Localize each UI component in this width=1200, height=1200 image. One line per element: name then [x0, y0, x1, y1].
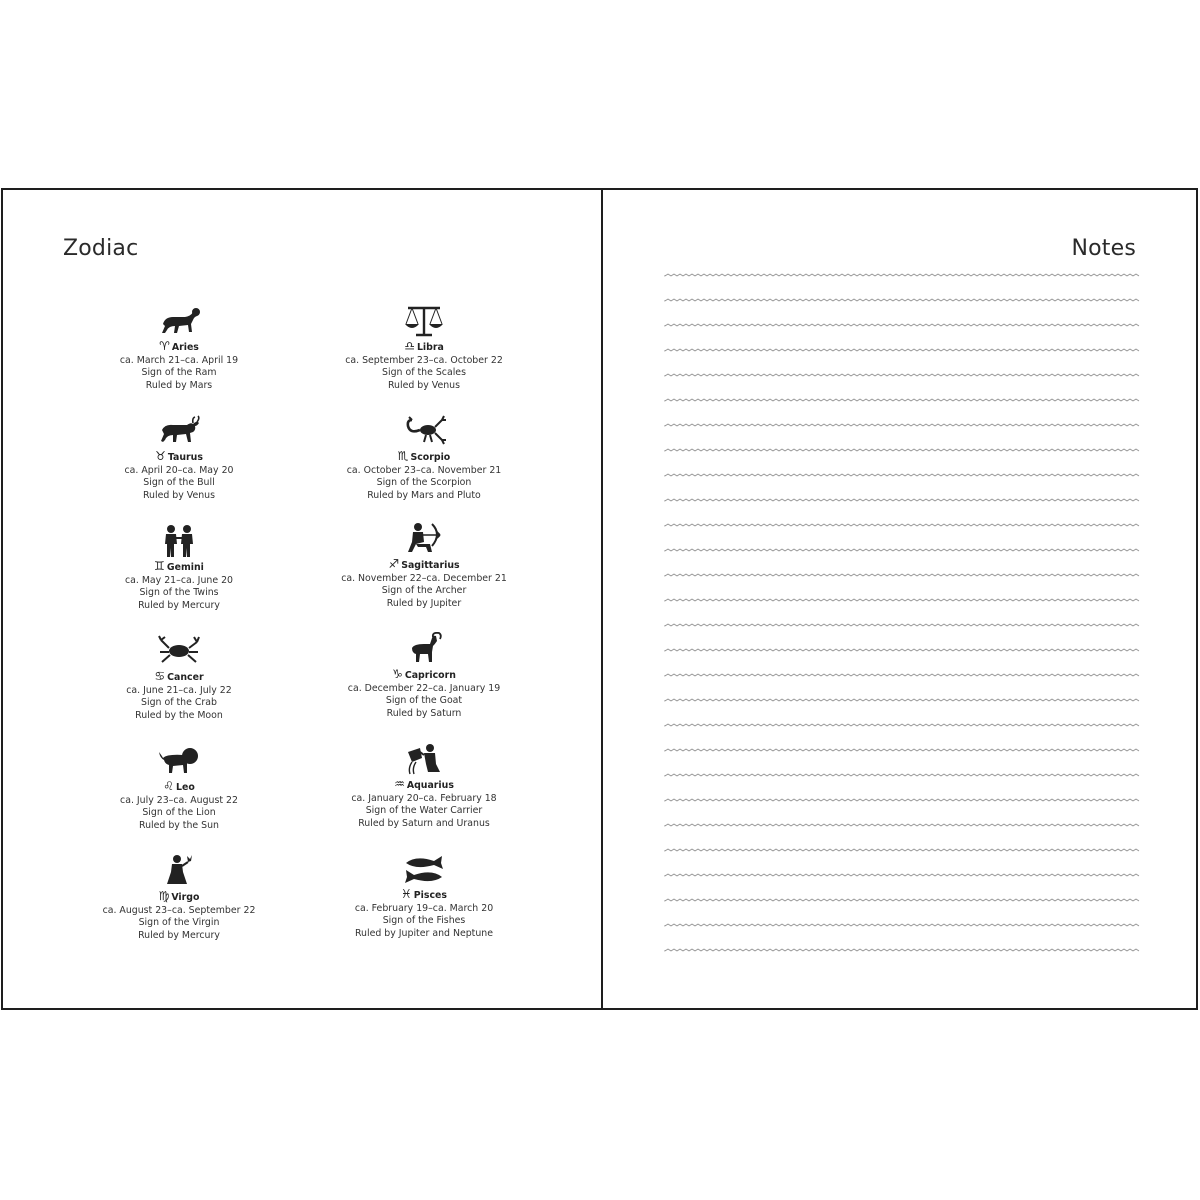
sign-name: Capricorn — [404, 670, 456, 681]
ruled-by: Ruled by Saturn — [386, 707, 462, 719]
sign-dates: ca. January 20–ca. February 18 — [351, 792, 497, 804]
goat-icon — [402, 632, 446, 666]
sign-name: Gemini — [166, 562, 204, 573]
sign-name: Sagittarius — [401, 560, 460, 571]
zodiac-entry-libra — [304, 304, 544, 392]
notes-page-title: Notes — [1071, 236, 1136, 261]
sign-of: Sign of the Crab — [141, 697, 217, 709]
sign-of: Sign of the Scales — [382, 367, 466, 379]
sign-dates: ca. October 23–ca. November 21 — [346, 464, 502, 476]
sign-of: Sign of the Scorpion — [376, 477, 472, 489]
archer-icon — [402, 522, 446, 556]
cancer-glyph-icon: ♋ — [154, 669, 166, 683]
zodiac-page-title: Zodiac — [63, 236, 139, 261]
sign-dates: ca. May 21–ca. June 20 — [124, 574, 234, 586]
zodiac-entry-capricorn — [304, 632, 544, 720]
gemini-glyph-icon: ♊ — [154, 559, 165, 573]
sagittarius-glyph-icon: ♐ — [388, 557, 400, 571]
sign-name: Aries — [171, 342, 199, 353]
sign-name: Leo — [175, 782, 195, 793]
ruled-by: Ruled by the Sun — [138, 819, 220, 831]
ruled-by: Ruled by Venus — [387, 379, 461, 391]
sign-of: Sign of the Water Carrier — [365, 805, 483, 817]
note-line[interactable] — [665, 849, 1139, 851]
note-line[interactable] — [665, 299, 1139, 301]
sign-name: Virgo — [171, 892, 200, 903]
ruled-by: Ruled by Venus — [142, 489, 216, 501]
sign-of: Sign of the Ram — [141, 367, 217, 379]
ruled-by: Ruled by Mars — [145, 379, 213, 391]
sign-of: Sign of the Lion — [142, 807, 216, 819]
capricorn-glyph-icon: ♑ — [392, 667, 403, 681]
sign-of: Sign of the Twins — [139, 587, 219, 599]
zodiac-entry-cancer — [59, 634, 299, 722]
virgo-glyph-icon: ♍ — [158, 889, 170, 903]
note-line[interactable] — [665, 699, 1139, 701]
water-carrier-icon — [402, 742, 446, 776]
zodiac-entry-aries — [59, 304, 299, 392]
virgin-icon — [157, 854, 201, 888]
note-line[interactable] — [665, 824, 1139, 826]
note-line[interactable] — [665, 899, 1139, 901]
scorpion-icon — [402, 414, 446, 448]
sign-dates: ca. June 21–ca. July 22 — [126, 684, 232, 696]
sign-of: Sign of the Goat — [385, 695, 463, 707]
fishes-icon — [402, 852, 446, 886]
scales-icon — [402, 304, 446, 338]
sign-dates: ca. February 19–ca. March 20 — [354, 902, 494, 914]
pisces-glyph-icon: ♓ — [401, 887, 412, 901]
ruled-by: Ruled by the Moon — [135, 709, 223, 721]
notes-ruled-lines[interactable] — [663, 271, 1143, 961]
sign-name: Taurus — [167, 452, 203, 463]
leo-glyph-icon: ♌ — [163, 779, 174, 793]
zodiac-entry-scorpio — [304, 414, 544, 502]
ruled-by: Ruled by Jupiter and Neptune — [354, 927, 494, 939]
libra-glyph-icon: ♎ — [404, 339, 415, 353]
note-line[interactable] — [665, 799, 1139, 801]
note-line[interactable] — [665, 349, 1139, 351]
aquarius-glyph-icon: ♒ — [394, 777, 405, 791]
sign-of: Sign of the Fishes — [382, 915, 466, 927]
note-line[interactable] — [665, 524, 1139, 526]
zodiac-entry-aquarius — [304, 742, 544, 830]
ruled-by: Ruled by Mercury — [138, 929, 220, 941]
note-line[interactable] — [665, 749, 1139, 751]
twins-icon — [157, 524, 201, 558]
sign-name: Scorpio — [410, 452, 451, 463]
ruled-by: Ruled by Mercury — [138, 599, 220, 611]
note-line[interactable] — [665, 949, 1139, 951]
note-line[interactable] — [665, 774, 1139, 776]
note-line[interactable] — [665, 574, 1139, 576]
sign-dates: ca. July 23–ca. August 22 — [120, 794, 238, 806]
zodiac-entry-pisces — [304, 852, 544, 940]
zodiac-entry-taurus — [59, 414, 299, 502]
crab-icon — [157, 634, 201, 668]
sign-dates: ca. September 23–ca. October 22 — [345, 354, 503, 366]
note-line[interactable] — [665, 474, 1139, 476]
sign-dates: ca. November 22–ca. December 21 — [341, 572, 507, 584]
sign-dates: ca. March 21–ca. April 19 — [119, 354, 239, 366]
note-line[interactable] — [665, 274, 1139, 276]
note-line[interactable] — [665, 874, 1139, 876]
note-line[interactable] — [665, 649, 1139, 651]
zodiac-entry-sagittarius — [304, 522, 544, 610]
note-line[interactable] — [665, 599, 1139, 601]
ruled-by: Ruled by Mars and Pluto — [367, 489, 481, 501]
note-line[interactable] — [665, 549, 1139, 551]
note-line[interactable] — [665, 399, 1139, 401]
note-line[interactable] — [665, 674, 1139, 676]
note-line[interactable] — [665, 499, 1139, 501]
zodiac-entry-virgo — [59, 854, 299, 942]
ram-icon — [157, 304, 201, 338]
zodiac-entry-leo — [59, 744, 299, 832]
sign-name: Pisces — [413, 890, 447, 901]
sign-dates: ca. December 22–ca. January 19 — [347, 682, 501, 694]
sign-of: Sign of the Bull — [143, 477, 215, 489]
sign-dates: ca. August 23–ca. September 22 — [102, 904, 256, 916]
ruled-by: Ruled by Jupiter — [386, 597, 462, 609]
note-line[interactable] — [665, 449, 1139, 451]
zodiac-entry-gemini — [59, 524, 299, 612]
note-line[interactable] — [665, 924, 1139, 926]
note-line[interactable] — [665, 374, 1139, 376]
scorpio-glyph-icon: ♏ — [397, 449, 409, 463]
note-line[interactable] — [665, 724, 1139, 726]
sign-name: Aquarius — [406, 780, 454, 791]
sign-of: Sign of the Archer — [381, 585, 467, 597]
taurus-glyph-icon: ♉ — [155, 449, 166, 463]
ruled-by: Ruled by Saturn and Uranus — [358, 817, 490, 829]
page-spine — [601, 190, 603, 1008]
sign-of: Sign of the Virgin — [138, 917, 220, 929]
bull-icon — [157, 414, 201, 448]
sign-dates: ca. April 20–ca. May 20 — [124, 464, 234, 476]
note-line[interactable] — [665, 424, 1139, 426]
lion-icon — [157, 744, 201, 778]
notebook-spread — [1, 188, 1198, 1010]
aries-glyph-icon: ♈ — [159, 339, 170, 353]
sign-name: Libra — [416, 342, 444, 353]
note-line[interactable] — [665, 324, 1139, 326]
sign-name: Cancer — [167, 672, 204, 683]
note-line[interactable] — [665, 624, 1139, 626]
